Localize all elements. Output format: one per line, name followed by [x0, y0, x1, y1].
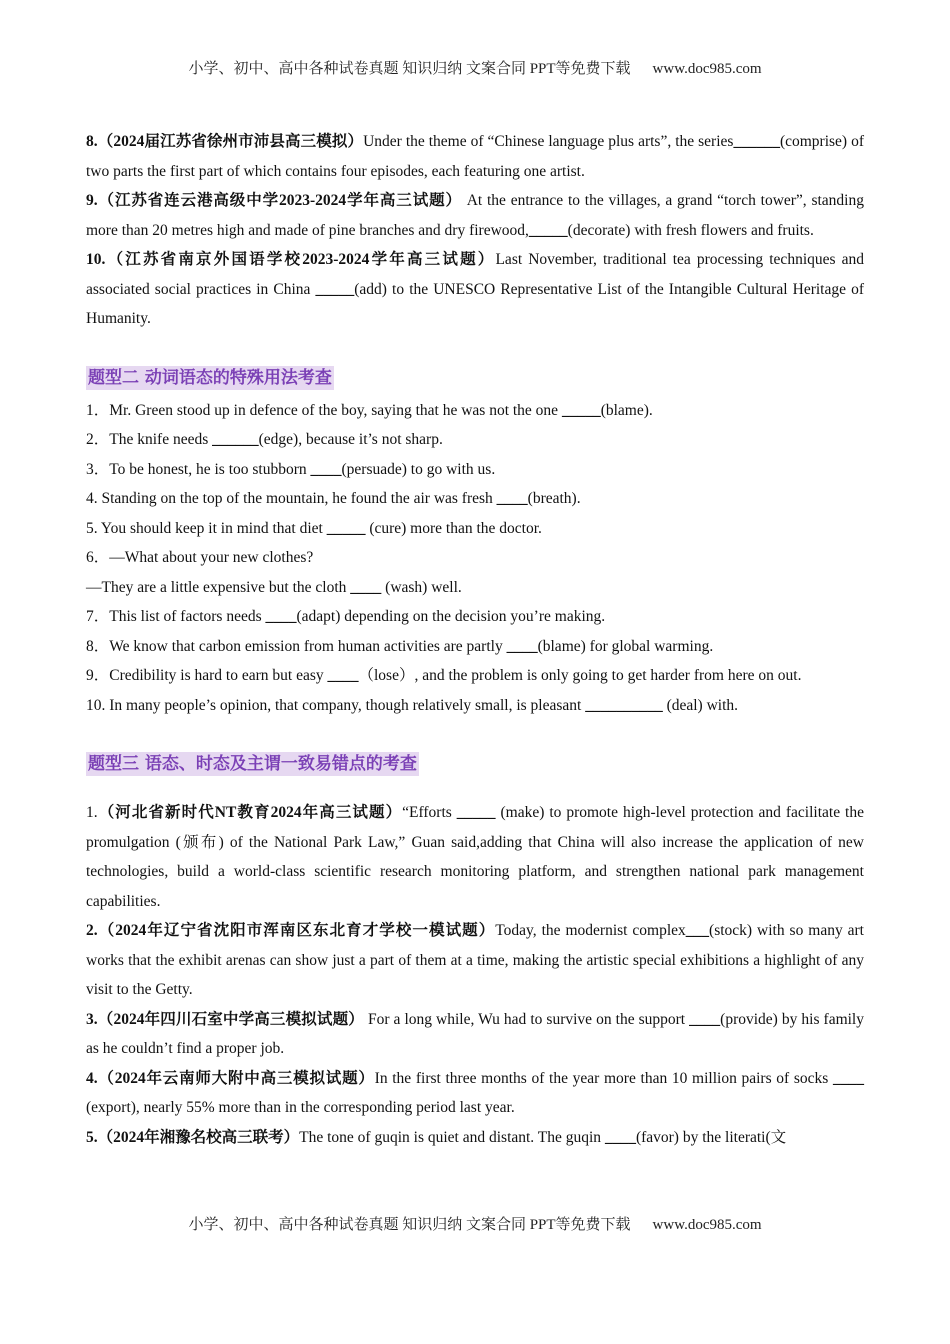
answer-blank: ______ — [733, 133, 780, 150]
question-item — [86, 798, 864, 916]
answer-blank: ______ — [212, 431, 259, 448]
question-text-end: (comprise) of two parts the first part of which contains four episodes, each featuring one artist. — [86, 133, 864, 180]
page-header — [0, 57, 950, 78]
question-text-end: (blame). — [600, 401, 653, 419]
question-text-end: (provide) by his family as he couldn’t find a proper job. — [86, 1010, 864, 1057]
section2-questions — [86, 396, 864, 721]
answer-blank: ____ — [506, 637, 538, 655]
question-text-end: (make) to promote high-level protection and facilitate the promulgation (颁布) of the National Park Law,” Guan said,adding that China will also increase the application of new technologies, build a world-class scientific research monitoring platform, and strengthen national park management capabilities. — [86, 804, 864, 910]
question-number: 2. — [86, 922, 98, 939]
question-item — [86, 1064, 864, 1123]
question-item — [86, 916, 864, 1005]
question-source: （2024年湘豫名校高三联考） — [97, 1128, 300, 1146]
question-source: （河北省新时代NT教育2024年高三试题） — [97, 804, 403, 821]
question-source: （2024年辽宁省沈阳市浑南区东北育才学校一模试题） — [97, 922, 496, 939]
question-text: 2．The knife needs — [86, 431, 213, 448]
question-text: Last November, traditional tea processing techniques and associated social practices in China — [86, 251, 864, 298]
question-text-end: (export), nearly 55% more than in the corresponding period last year. — [86, 1099, 515, 1116]
question-text-end: (deal) with. — [662, 696, 739, 714]
footer-url[interactable]: www.doc985.com — [652, 1217, 762, 1233]
part1-questions — [86, 127, 864, 334]
question-text: 3．To be honest, he is too stubborn — [86, 460, 311, 478]
question-text: 10. In many people’s opinion, that company, though relatively small, is pleasant — [86, 696, 586, 714]
question-text: 1．Mr. Green stood up in defence of the boy, saying that he was not the one — [86, 401, 562, 419]
question-number: 8. — [86, 133, 98, 150]
question-text: 8．We know that carbon emission from human activities are partly — [86, 637, 507, 655]
question-text-end: (favor) by the literati(文 — [635, 1128, 787, 1146]
question-source: （2024年四川石室中学高三模拟试题） — [97, 1010, 364, 1028]
answer-blank: ___ — [685, 922, 710, 939]
footer-text: 小学、初中、高中各种试卷真题 知识归纳 文案合同 PPT等免费下载 — [188, 1217, 631, 1233]
header-text: 小学、初中、高中各种试卷真题 知识归纳 文案合同 PPT等免费下载 — [188, 61, 631, 77]
question-source: （江苏省南京外国语学校2023-2024学年高三试题） — [105, 251, 496, 268]
question-text: For a long while, Wu had to survive on the support — [363, 1010, 690, 1028]
question-text-end: (breath). — [527, 490, 581, 507]
question-item — [86, 573, 864, 603]
question-text-end: (add) to the UNESCO Representative List of the Intangible Cultural Heritage of Humanity. — [86, 280, 864, 327]
question-source: （2024年云南师大附中高三模拟试题） — [97, 1069, 375, 1087]
question-number: 4. — [86, 1069, 98, 1087]
question-item — [86, 127, 864, 186]
answer-blank: ____ — [350, 578, 382, 596]
question-text: Under the theme of “Chinese language plus arts”, the series — [363, 133, 734, 150]
question-text-end: (stock) with so many art works that the exhibit arenas can show just a part of them at a time, making the artistic special exhibitions a highlight of any visit to the Getty. — [86, 922, 864, 998]
question-number: 1. — [86, 804, 98, 821]
question-text-end: (decorate) with fresh flowers and fruits. — [567, 221, 814, 239]
question-item — [86, 245, 864, 334]
question-number: 10. — [86, 251, 106, 268]
question-number: 9. — [86, 192, 98, 209]
answer-blank: __________ — [585, 696, 663, 714]
question-item — [86, 691, 864, 721]
question-item — [86, 1005, 864, 1064]
answer-blank: _____ — [456, 804, 496, 821]
question-text-end: (blame) for global warming. — [537, 637, 714, 655]
question-text-end: (edge), because it’s not sharp. — [258, 431, 443, 448]
question-item — [86, 1123, 864, 1153]
question-item — [86, 425, 864, 455]
question-text-end: (wash) well. — [381, 578, 462, 596]
section3-questions — [86, 798, 864, 1152]
question-number: 5. — [86, 1128, 98, 1146]
question-text: 4. Standing on the top of the mountain, he found the air was fresh — [86, 490, 497, 507]
question-item — [86, 484, 864, 514]
question-text: Today, the modernist complex — [495, 922, 686, 939]
question-item — [86, 396, 864, 426]
question-number: 3. — [86, 1010, 98, 1028]
answer-blank: ____ — [833, 1069, 864, 1087]
question-text-end: （lose）, and the problem is only going to get harder from here on out. — [358, 667, 802, 684]
answer-blank: _____ — [561, 401, 601, 419]
question-text: 6．—What about your new clothes? — [86, 549, 314, 566]
question-text: At the entrance to the villages, a grand “torch tower”, standing more than 20 metres high and made of pine branches and dry firewood, — [86, 192, 864, 239]
question-item — [86, 632, 864, 662]
question-item — [86, 543, 864, 573]
answer-blank: ____ — [689, 1010, 721, 1028]
answer-blank: ____ — [310, 460, 342, 478]
answer-blank: ____ — [496, 490, 528, 507]
answer-blank: ____ — [327, 667, 359, 684]
question-source: （2024届江苏省徐州市沛县高三模拟） — [97, 133, 364, 150]
question-item — [86, 186, 864, 245]
question-text-end: (adapt) depending on the decision you’re making. — [296, 608, 606, 625]
answer-blank: _____ — [326, 519, 366, 537]
question-text: 5. You should keep it in mind that diet — [86, 519, 327, 537]
question-text: The tone of guqin is quiet and distant. The guqin — [299, 1128, 605, 1146]
question-text-end: (cure) more than the doctor. — [365, 519, 542, 537]
answer-blank: ____ — [604, 1128, 636, 1146]
answer-blank: _____ — [315, 280, 355, 298]
page-footer — [0, 1213, 950, 1234]
question-item — [86, 661, 864, 691]
answer-blank: ____ — [265, 608, 297, 625]
page-body — [86, 127, 864, 1152]
question-text: 9．Credibility is hard to earn but easy — [86, 667, 328, 684]
question-text: 7．This list of factors needs — [86, 608, 266, 625]
question-item — [86, 514, 864, 544]
header-url[interactable]: www.doc985.com — [652, 61, 762, 77]
question-text-end: (persuade) to go with us. — [341, 460, 496, 478]
section3-title: 题型三 语态、时态及主谓一致易错点的考查 — [88, 754, 417, 774]
question-source: （江苏省连云港高级中学2023-2024学年高三试题） — [97, 192, 462, 209]
question-text: In the first three months of the year more than 10 million pairs of socks — [374, 1069, 833, 1087]
answer-blank: _____ — [528, 221, 568, 239]
question-item — [86, 602, 864, 632]
question-text: —They are a little expensive but the cloth — [86, 578, 351, 596]
section2-title: 题型二 动词语态的特殊用法考查 — [88, 367, 332, 388]
question-text: “Efforts — [402, 804, 457, 821]
question-item — [86, 455, 864, 485]
